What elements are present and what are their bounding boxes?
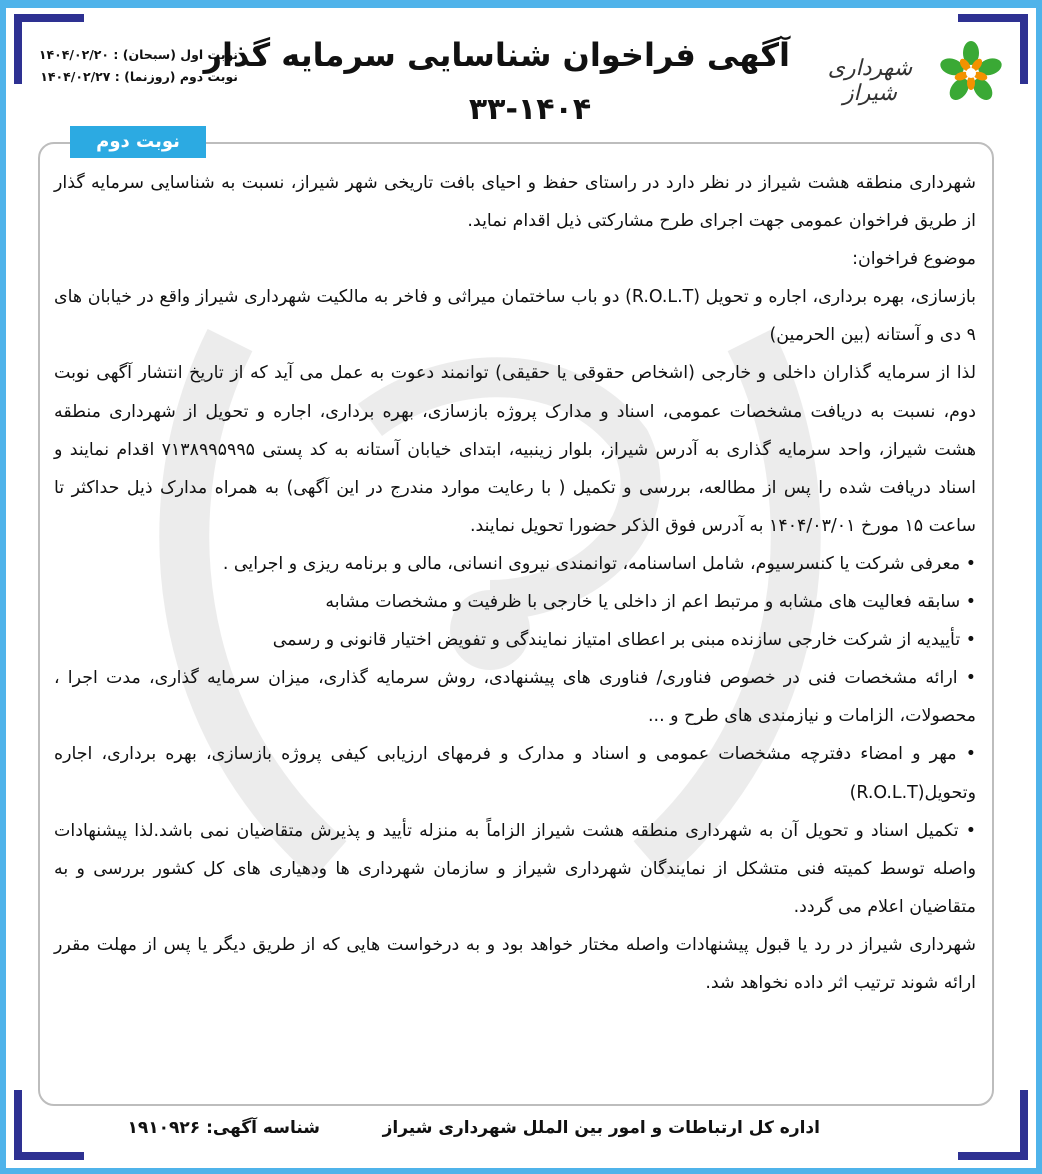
corner-accent xyxy=(958,14,1028,22)
frame-bottom xyxy=(0,1168,1042,1174)
corner-accent xyxy=(14,14,84,22)
footer-department: اداره کل ارتباطات و امور بین الملل شهرداری شیراز xyxy=(382,1118,820,1138)
requirement-item: • مهر و امضاء دفترچه مشخصات عمومی و اسناد و مدارک و فرمهای ارزیابی کیفی پروژه بازسازی، بهره برداری، اجاره وتحویل(R.O.L.T) xyxy=(54,735,976,811)
second-notice-badge: نوبت دوم xyxy=(70,126,206,158)
shiraz-municipality-logo-icon xyxy=(938,40,1004,106)
corner-accent xyxy=(14,14,22,84)
subject-label: موضوع فراخوان: xyxy=(852,249,976,270)
requirement-item: • ارائه مشخصات فنی در خصوص فناوری/ فناوری های پیشنهادی، روش سرمایه گذاری، میزان سرمایه گذاری، مدت اجرا ، محصولات، الزامات و نیازمندی های طرح و ... xyxy=(54,659,976,735)
corner-accent xyxy=(14,1152,84,1160)
publication-date-second: نوبت دوم (روزنما) : ۱۴۰۴/۰۲/۲۷ xyxy=(40,69,238,84)
footer-ad-id: شناسه آگهی: ۱۹۱۰۹۲۶ xyxy=(127,1118,320,1138)
requirement-item: • سابقه فعالیت های مشابه و مرتبط اعم از داخلی یا خارجی با ظرفیت و مشخصات مشابه xyxy=(54,583,976,621)
invitation-paragraph: لذا از سرمایه گذاران داخلی و خارجی (اشخاص حقوقی یا حقیقی) توانمند دعوت به عمل می آید که از تاریخ انتشار آگهی نوبت دوم، نسبت به دریافت مشخصات عمومی، اسناد و مدارک پروژه بازسازی، بهره برداری، اجاره و تحویل از شهرداری منطقه هشت شیراز، واحد سرمایه گذاری به آدرس شیراز، بلوار زینبیه، ابتدای خیابان آستانه به کد پستی ۷۱۳۸۹۹۵۹۹۵ اقدام نمایند و اسناد دریافت شده را پس از مطالعه، بررسی و تکمیل ( با رعایت موارد مندرج در این آگهی) به همراه مدارک ذیل حداکثر تا ساعت ۱۵ مورخ ۱۴۰۴/۰۳/۰۱ به آدرس فوق الذکر حضورا تحویل نمایند. xyxy=(54,363,976,536)
requirement-item: • معرفی شرکت یا کنسرسیوم، شامل اساسنامه، توانمندی نیروی انسانی، مالی و برنامه ریزی و اجرایی . xyxy=(54,545,976,583)
logo-wordmark: شهرداری شیراز xyxy=(827,56,913,106)
publication-dates xyxy=(38,44,238,88)
intro-paragraph: شهرداری منطقه هشت شیراز در نظر دارد در راستای حفظ و احیای بافت تاریخی شهر شیراز، نسبت به شناسایی سرمایه گذار از طریق فراخوان عمومی جهت اجرای طرح مشارکتی ذیل اقدام نماید. xyxy=(54,173,976,232)
corner-accent xyxy=(1020,14,1028,84)
closing-paragraph: شهرداری شیراز در رد یا قبول پیشنهادات واصله مختار خواهد بود و به درخواست هایی که از طریق دیگر یا پس از مهلت مقرر ارائه شوند ترتیب اثر داده نخواهد شد. xyxy=(54,934,976,993)
frame-left xyxy=(0,0,6,1174)
corner-accent xyxy=(1020,1090,1028,1160)
requirement-item: • تأییدیه از شرکت خارجی سازنده مبنی بر اعطای امتیاز نمایندگی و تفویض اختیار قانونی و رسمی xyxy=(54,621,976,659)
announcement-body xyxy=(54,164,976,1002)
corner-accent xyxy=(14,1090,22,1160)
page-title: آگهی فراخوان شناسایی سرمایه گذار xyxy=(203,36,790,74)
announcement-number: ۳۳-۱۴۰۴ xyxy=(468,92,592,127)
frame-right xyxy=(1036,0,1042,1174)
subject-paragraph: بازسازی، بهره برداری، اجاره و تحویل (R.O.L.T) دو باب ساختمان میراثی و فاخر به مالکیت شهرداری شیراز واقع در خیابان های ۹ دی و آستانه (بین الحرمین) xyxy=(54,287,977,346)
frame-top xyxy=(0,0,1042,8)
publication-date-first: نوبت اول (سبحان) : ۱۴۰۴/۰۲/۲۰ xyxy=(38,47,238,62)
corner-accent xyxy=(958,1152,1028,1160)
requirement-item: • تکمیل اسناد و تحویل آن به شهرداری منطقه هشت شیراز الزاماً به منزله تأیید و پذیرش متقاضیان نمی باشد.لذا پیشنهادات واصله توسط کمیته فنی متشکل از نمایندگان شهرداری شیراز و سازمان شهرداری ها ودهیاری های کل کشور بررسی و به متقاضیان اعلام می گردد. xyxy=(54,812,976,926)
